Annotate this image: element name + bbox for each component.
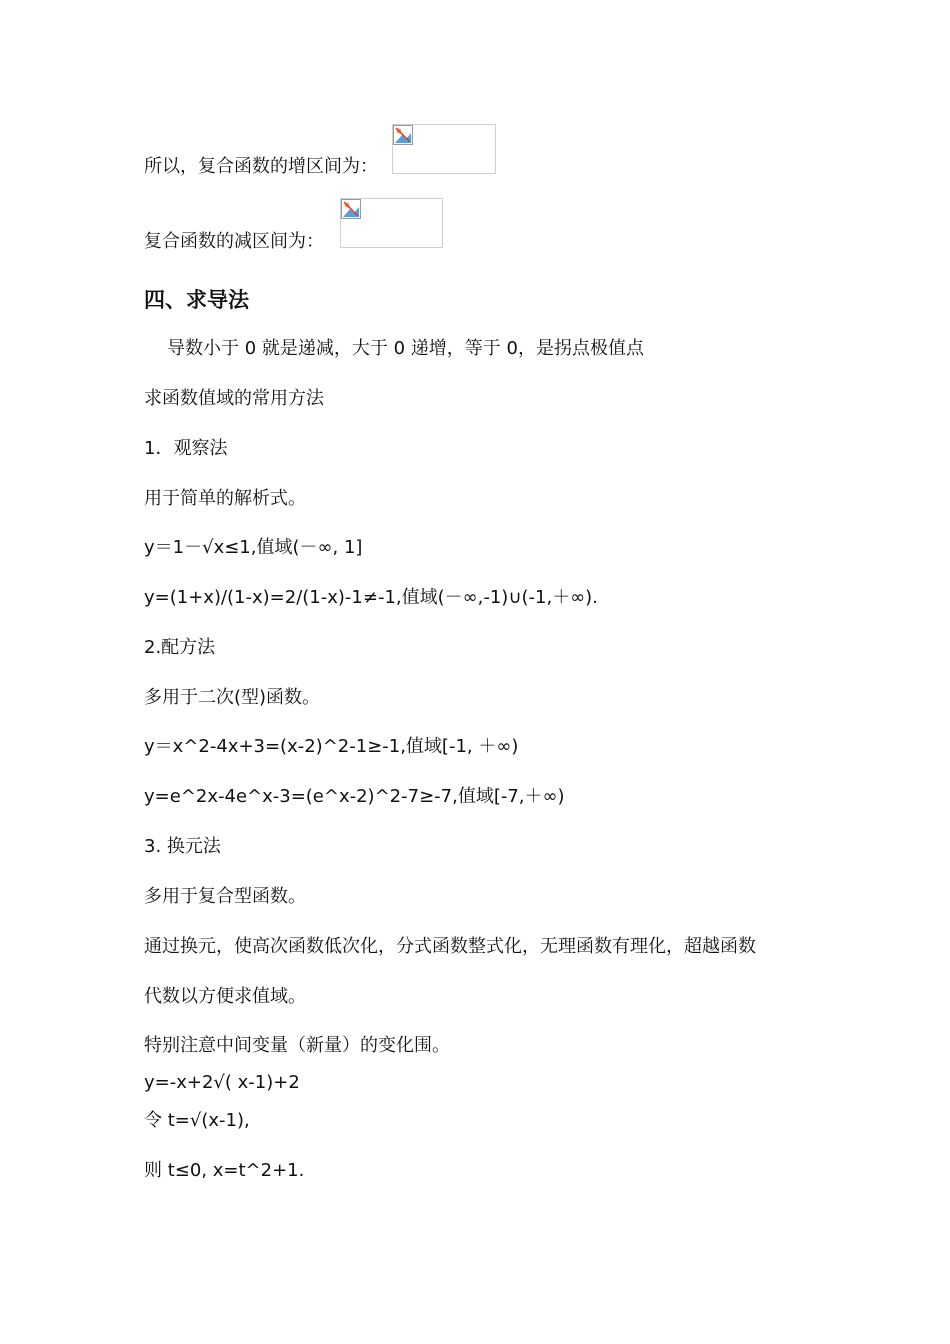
- substitution-example-3: 则 t≤0, x=t^2+1.: [144, 1160, 305, 1181]
- substitution-example-1: y=-x+2√( x-1)+2: [144, 1072, 300, 1093]
- derivative-text: 导数小于 0 就是递减，大于 0 递增，等于 0，是拐点极值点: [167, 338, 644, 359]
- observation-example-1: y＝1－√x≤1,值域(－∞, 1]: [144, 537, 363, 558]
- completing-square-example-1: y＝x^2-4x+3=(x-2)^2-1≥-1,值域[-1, ＋∞): [144, 736, 519, 757]
- substitution-example-2: 令 t=√(x-1),: [144, 1110, 250, 1131]
- increase-interval-image: [392, 124, 496, 174]
- broken-image-icon: [393, 125, 413, 145]
- increase-interval-label: 所以，复合函数的增区间为：: [144, 156, 378, 177]
- observation-desc: 用于简单的解析式。: [144, 488, 306, 509]
- observation-title: 1．观察法: [144, 438, 228, 459]
- substitution-desc: 多用于复合型函数。: [144, 886, 306, 907]
- substitution-line-1: 通过换元，使高次函数低次化，分式函数整式化，无理函数有理化，超越函数: [144, 936, 756, 957]
- completing-square-desc: 多用于二次(型)函数。: [144, 687, 321, 708]
- decrease-interval-image: [340, 198, 443, 248]
- completing-square-example-2: y=e^2x-4e^x-3=(e^x-2)^2-7≥-7,值域[-7,＋∞): [144, 786, 565, 807]
- section-four-heading: 四、求导法: [144, 288, 249, 312]
- substitution-line-2: 代数以方便求值域。: [144, 986, 306, 1007]
- completing-square-title: 2.配方法: [144, 637, 216, 658]
- substitution-note: 特别注意中间变量（新量）的变化围。: [144, 1035, 450, 1056]
- substitution-title: 3. 换元法: [144, 836, 221, 857]
- decrease-interval-label: 复合函数的减区间为：: [144, 231, 324, 252]
- observation-example-2: y=(1+x)/(1-x)=2/(1-x)-1≠-1,值域(－∞,-1)∪(-1,＋∞).: [144, 587, 598, 608]
- broken-image-icon: [341, 199, 361, 219]
- range-methods-title: 求函数值域的常用方法: [144, 388, 324, 409]
